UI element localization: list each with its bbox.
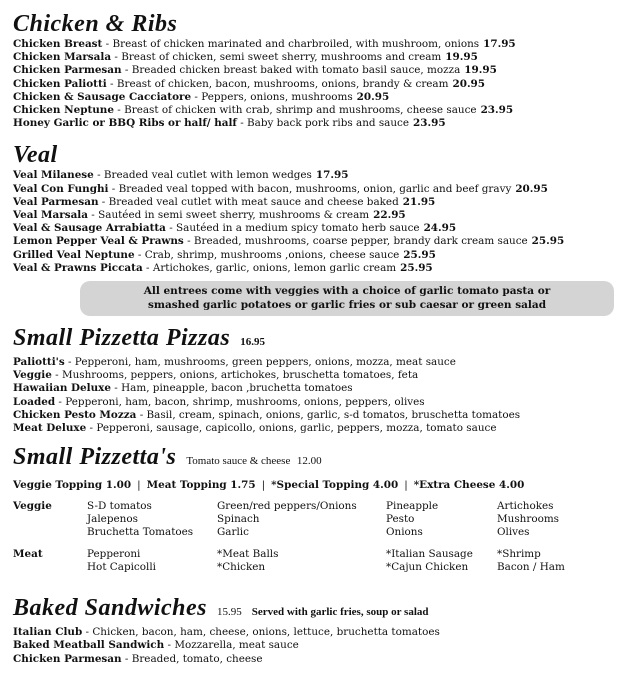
item-name: Chicken Paliotti bbox=[13, 77, 107, 90]
menu-item: Chicken & Sausage Cacciatore - Peppers, onions, mushrooms 20.95 bbox=[13, 90, 390, 103]
note-line: All entrees come with veggies with a choice of garlic tomato pasta or bbox=[143, 285, 551, 298]
item-name: Veal & Prawns Piccata bbox=[13, 261, 143, 274]
menu-item: Chicken Paliotti - Breast of chicken, bacon, mushrooms, onions, brandy & cream 20.95 bbox=[13, 77, 486, 90]
topping: Hot Capicolli bbox=[87, 561, 156, 574]
menu-item: Veggie - Mushrooms, peppers, onions, artichokes, bruschetta tomatoes, feta bbox=[13, 369, 419, 382]
item-name: Chicken Pesto Mozza bbox=[13, 408, 137, 421]
item-desc: Breast of chicken marinated and charbroiled, with mushroom, onions bbox=[112, 38, 480, 50]
item-name: Veal Parmesan bbox=[13, 195, 99, 208]
menu-item: Baked Meatball Sandwich - Mozzarella, meat sauce bbox=[13, 639, 299, 652]
menu-item: Meat Deluxe - Pepperoni, sausage, capicollo, onions, garlic, peppers, mozza, tomato sauce bbox=[13, 422, 497, 435]
entree-sides-note bbox=[80, 281, 614, 316]
item-name: Chicken Neptune bbox=[13, 104, 114, 117]
meat-toppings-grid bbox=[13, 548, 625, 574]
meat-label: Meat bbox=[13, 548, 43, 561]
chicken-ribs-list bbox=[13, 38, 625, 130]
item-price: 20.95 bbox=[452, 77, 486, 90]
menu-item: Hawaiian Deluxe - Ham, pineapple, bacon ,bruchetta tomatoes bbox=[13, 382, 353, 395]
item-price: 23.95 bbox=[480, 104, 514, 117]
item-name: Chicken Parmesan bbox=[13, 652, 122, 665]
pizzettas-title bbox=[13, 443, 625, 475]
topping: Pesto bbox=[386, 513, 415, 526]
item-desc: Pepperoni, ham, bacon, shrimp, mushrooms, onions, peppers, olives bbox=[65, 395, 425, 408]
item-desc: Sautéed in semi sweet sherry, mushrooms & cream bbox=[98, 209, 370, 222]
item-name: Veggie bbox=[13, 369, 52, 382]
item-name: Lemon Pepper Veal & Prawns bbox=[13, 235, 184, 248]
topping: *Cajun Chicken bbox=[386, 561, 469, 574]
menu-item: Veal Milanese - Breaded veal cutlet with lemon wedges 17.95 bbox=[13, 169, 349, 182]
item-price: 23.95 bbox=[413, 117, 446, 130]
topping: Jalepenos bbox=[87, 513, 138, 526]
topping: Artichokes bbox=[497, 500, 554, 513]
item-price: 19.95 bbox=[445, 51, 478, 64]
topping: Pepperoni bbox=[87, 548, 141, 561]
veggie-label: Veggie bbox=[13, 500, 52, 513]
topping: Olives bbox=[497, 526, 530, 539]
item-desc: Breaded, mushrooms, coarse pepper, brandy dark cream sauce bbox=[193, 235, 528, 248]
menu-item: Honey Garlic or BBQ Ribs or half/ half - Baby back pork ribs and sauce 23.95 bbox=[13, 117, 446, 130]
pizzetta-pizzas-title bbox=[13, 324, 625, 356]
topping-column bbox=[87, 500, 217, 539]
item-price: 17.95 bbox=[483, 38, 516, 50]
item-name: Chicken & Sausage Cacciatore bbox=[13, 90, 192, 103]
menu-item: Veal & Sausage Arrabiatta - Sautéed in a medium spicy tomato herb sauce 24.95 bbox=[13, 222, 457, 235]
separator: | bbox=[137, 479, 141, 492]
topping: *Meat Balls bbox=[217, 548, 279, 561]
item-desc: Breaded, tomato, cheese bbox=[131, 652, 263, 665]
item-price: 25.95 bbox=[400, 261, 433, 274]
menu-item: Chicken Parmesan - Breaded, tomato, cheese bbox=[13, 652, 263, 665]
topping-column bbox=[217, 548, 386, 574]
item-name: Meat Deluxe bbox=[13, 422, 87, 435]
section-served-note: Served with garlic fries, soup or salad bbox=[251, 606, 429, 619]
item-desc: Chicken, bacon, ham, cheese, onions, lettuce, bruchetta tomatoes bbox=[92, 626, 440, 639]
item-name: Hawaiian Deluxe bbox=[13, 382, 111, 395]
topping-price: *Special Topping 4.00 bbox=[271, 479, 399, 492]
section-title-text: Small Pizzetta Pizzas bbox=[13, 325, 231, 352]
item-price: 20.95 bbox=[515, 182, 548, 195]
item-name: Baked Meatball Sandwich bbox=[13, 639, 165, 652]
topping: Green/red peppers/Onions bbox=[217, 500, 357, 513]
veal-list bbox=[13, 169, 625, 275]
topping-column bbox=[217, 500, 386, 539]
baked-sandwiches-title bbox=[13, 594, 625, 626]
item-name: Paliotti's bbox=[13, 356, 65, 369]
topping-column bbox=[497, 548, 617, 574]
menu-page bbox=[13, 10, 625, 666]
separator: | bbox=[261, 479, 266, 492]
item-desc: Breaded veal cutlet with meat sauce and cheese baked bbox=[108, 195, 399, 208]
item-desc: Breast of chicken, bacon, mushrooms, onions, brandy & cream bbox=[116, 77, 449, 90]
item-desc: Mushrooms, peppers, onions, artichokes, bruschetta tomatoes, feta bbox=[61, 369, 419, 382]
item-price: 21.95 bbox=[402, 195, 436, 208]
topping: Garlic bbox=[217, 526, 249, 539]
section-price: 12.00 bbox=[296, 455, 322, 468]
topping: *Italian Sausage bbox=[386, 548, 473, 561]
section-price: 16.95 bbox=[240, 336, 265, 349]
topping: Spinach bbox=[217, 513, 260, 526]
topping: *Shrimp bbox=[497, 548, 541, 561]
item-desc: Pepperoni, sausage, capicollo, onions, garlic, peppers, mozza, tomato sauce bbox=[96, 422, 497, 435]
item-name: Grilled Veal Neptune bbox=[13, 248, 135, 261]
item-desc: Breast of chicken with crab, shrimp and mushrooms, cheese sauce bbox=[124, 104, 477, 117]
section-title-text: Baked Sandwiches bbox=[13, 595, 208, 622]
item-desc: Breaded veal topped with bacon, mushrooms, onion, garlic and beef gravy bbox=[118, 182, 512, 195]
topping-price: Veggie Topping 1.00 bbox=[13, 479, 132, 492]
item-desc: Pepperoni, ham, mushrooms, green peppers, onions, mozza, meat sauce bbox=[74, 356, 456, 369]
topping-prices bbox=[13, 478, 625, 492]
topping: S-D tomatos bbox=[87, 500, 152, 513]
item-desc: Breaded chicken breast baked with tomato basil sauce, mozza bbox=[131, 64, 461, 77]
item-price: 25.95 bbox=[403, 248, 436, 261]
item-name: Loaded bbox=[13, 395, 56, 408]
item-desc: Peppers, onions, mushrooms bbox=[201, 90, 353, 103]
menu-item: Chicken Neptune - Breast of chicken with crab, shrimp and mushrooms, cheese sauce 23.95 bbox=[13, 104, 514, 117]
sandwich-list bbox=[13, 626, 625, 666]
menu-item: Lemon Pepper Veal & Prawns - Breaded, mushrooms, coarse pepper, brandy dark cream sauce 25.95 bbox=[13, 235, 565, 248]
section-subtitle: Tomato sauce & cheese bbox=[186, 455, 291, 468]
item-name: Honey Garlic or BBQ Ribs or half/ half bbox=[13, 117, 237, 130]
menu-item: Chicken Breast - Breast of chicken marinated and charbroiled, with mushroom, onions 17.95 bbox=[13, 38, 516, 50]
note-line: smashed garlic potatoes or garlic fries or sub caesar or green salad bbox=[147, 299, 547, 312]
menu-item: Loaded - Pepperoni, ham, bacon, shrimp, mushrooms, onions, peppers, olives bbox=[13, 395, 425, 408]
topping: Pineapple bbox=[386, 500, 439, 513]
separator: | bbox=[404, 479, 408, 492]
menu-item: Italian Club - Chicken, bacon, ham, cheese, onions, lettuce, bruchetta tomatoes bbox=[13, 626, 440, 639]
item-name: Veal Milanese bbox=[13, 169, 94, 182]
topping-column bbox=[386, 500, 497, 539]
section-price: 15.95 bbox=[217, 606, 242, 619]
item-desc: Crab, shrimp, mushrooms ,onions, cheese sauce bbox=[144, 248, 400, 261]
menu-item: Paliotti's - Pepperoni, ham, mushrooms, green peppers, onions, mozza, meat sauce bbox=[13, 356, 456, 369]
item-name: Chicken Breast bbox=[13, 38, 103, 50]
item-price: 17.95 bbox=[315, 169, 349, 182]
topping-price: *Extra Cheese 4.00 bbox=[413, 479, 525, 492]
menu-item: Veal Marsala - Sautéed in semi sweet sherry, mushrooms & cream 22.95 bbox=[13, 209, 406, 222]
veal-title: Veal bbox=[13, 142, 58, 169]
chicken-ribs-title: Chicken & Ribs bbox=[13, 11, 178, 37]
item-desc: Mozzarella, meat sauce bbox=[174, 639, 299, 652]
item-price: 20.95 bbox=[356, 90, 390, 103]
item-name: Italian Club bbox=[13, 626, 83, 639]
item-price: 25.95 bbox=[531, 235, 565, 248]
topping-price: Meat Topping 1.75 bbox=[146, 479, 256, 492]
item-desc: Breaded veal cutlet with lemon wedges bbox=[103, 169, 312, 182]
topping: Bruchetta Tomatoes bbox=[87, 526, 194, 539]
item-desc: Breast of chicken, semi sweet sherry, mushrooms and cream bbox=[121, 51, 442, 64]
menu-item: Veal Parmesan - Breaded veal cutlet with meat sauce and cheese baked 21.95 bbox=[13, 195, 436, 208]
topping: Mushrooms bbox=[497, 513, 560, 526]
item-desc: Artichokes, garlic, onions, lemon garlic cream bbox=[152, 261, 397, 274]
menu-item: Chicken Parmesan - Breaded chicken breast baked with tomato basil sauce, mozza 19.95 bbox=[13, 64, 497, 77]
item-desc: Baby back pork ribs and sauce bbox=[247, 117, 410, 130]
item-price: 22.95 bbox=[373, 209, 406, 222]
topping-column bbox=[497, 500, 617, 539]
topping-column bbox=[386, 548, 497, 574]
item-desc: Ham, pineapple, bacon ,bruchetta tomatoes bbox=[121, 382, 353, 395]
item-name: Veal Marsala bbox=[13, 209, 88, 222]
item-price: 19.95 bbox=[464, 64, 497, 77]
item-desc: Basil, cream, spinach, onions, garlic, s-d tomatos, bruschetta tomatoes bbox=[146, 408, 521, 421]
item-price: 24.95 bbox=[423, 222, 457, 235]
pizza-list bbox=[13, 356, 625, 435]
veggie-toppings-grid bbox=[13, 500, 625, 539]
item-name: Chicken Parmesan bbox=[13, 64, 122, 77]
topping: Bacon / Ham bbox=[497, 561, 565, 574]
item-desc: Sautéed in a medium spicy tomato herb sauce bbox=[176, 222, 420, 235]
menu-item: Chicken Pesto Mozza - Basil, cream, spinach, onions, garlic, s-d tomatos, bruschetta tomatoes bbox=[13, 408, 521, 421]
item-name: Veal Con Funghi bbox=[13, 182, 109, 195]
section-title-text: Small Pizzetta's bbox=[13, 444, 177, 471]
item-name: Veal & Sausage Arrabiatta bbox=[13, 222, 166, 235]
menu-item: Grilled Veal Neptune - Crab, shrimp, mushrooms ,onions, cheese sauce 25.95 bbox=[13, 248, 436, 261]
menu-item: Veal & Prawns Piccata - Artichokes, garlic, onions, lemon garlic cream 25.95 bbox=[13, 261, 433, 274]
menu-item: Veal Con Funghi - Breaded veal topped with bacon, mushrooms, onion, garlic and beef gravy 20.95 bbox=[13, 182, 548, 195]
topping: Onions bbox=[386, 526, 423, 539]
topping-column bbox=[87, 548, 217, 574]
topping: *Chicken bbox=[217, 561, 266, 574]
menu-item: Chicken Marsala - Breast of chicken, semi sweet sherry, mushrooms and cream 19.95 bbox=[13, 51, 478, 64]
item-name: Chicken Marsala bbox=[13, 51, 112, 64]
